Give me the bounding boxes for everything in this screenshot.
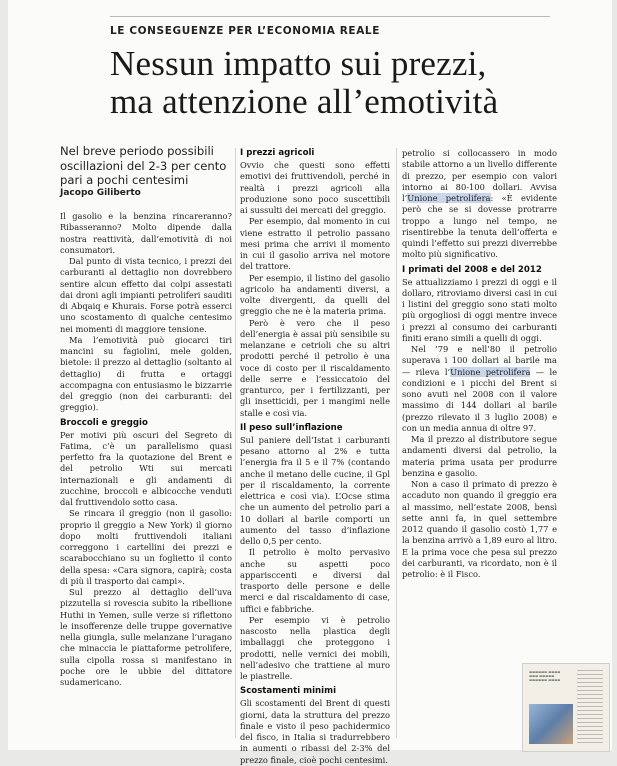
subheading: I prezzi agricoli (240, 148, 315, 158)
thumbnail-text-lines: ▬▬▬▬▬▬ ▬▬▬▬ ▬▬▬ ▬▬▬▬▬ ▬▬▬▬▬▬ ▬▬▬▬ (529, 670, 561, 682)
paragraph: Ma il prezzo al distributore segue andamenti diversi dal petrolio, la materia prima usata per produrre benzina e gasolio. (402, 434, 557, 478)
paragraph: Il gasolio e la benzina rincareranno? Ribasseranno? Molto dipende dalla nostra reattività, dall’emotività di noi consumatori. (60, 211, 232, 255)
thumbnail-image (529, 704, 573, 744)
column-divider (235, 148, 236, 738)
paragraph: Non a caso il primato di prezzo è accaduto non quando il greggio era al massimo, nell’estate 2008, bensì sette anni fa, in quel settembre 2012 quando il gasolio costò 1,77 e la benzina arrivò a 1,89 euro al litro. E la prima voce che pesa sul prezzo dei carburanti, va ricordato, non è il petrolio: è il Fisco. (402, 479, 557, 579)
paragraph: Per esempio, il listino del gasolio agricolo ha andamenti diversi, a volte divergenti, da quelli del greggio che ne è la materia prima. (240, 272, 390, 317)
paragraph: Il petrolio è molto pervasivo anche su aspetti poco apparisccenti e diversi dal trasporto delle persone e delle merci e dal riscaldamento di case, uffici e fabbriche. (240, 547, 390, 614)
column-divider (396, 148, 397, 738)
paragraph: Ovvio che questi sono effetti emotivi dei fruttivendoli, perché in realtà i prezzi agricoli alla produzione sono poco suscettibili ai sussulti dei mercati del greggio. (240, 160, 390, 215)
page-thumbnail[interactable] (522, 663, 610, 752)
byline: Jacopo Giliberto (60, 188, 141, 198)
paragraph: Sul paniere dell’Istat i carburanti pesano attorno al 2% e tutta l’energia fra il 5 e il 7% (contando anche il metano delle cucine, il Gpl per il riscaldamento, la corrente elettrica e così via). L’Ocse stima che un aumento del petrolio pari a 10 dollari al barile comporti un aumento del tasso d’inflazione dello 0,5 per cento. (240, 434, 390, 546)
column-1 (60, 211, 232, 688)
paragraph: Se rincara il greggio (non il gasolio: proprio il greggio a New York) il giorno dopo molti fruttivendoli italiani correggono i cartellini dei prezzi e scarabocchiano su un foglietto il conto della spesa: «Cara signora, capirà; costa di più il trasporto dai campi». (60, 508, 232, 586)
headline-line-1: Nessun impatto sui prezzi, (110, 44, 487, 83)
subheading: Scostamenti minimi (240, 686, 337, 697)
deck-subtitle: Nel breve periodo possibili oscillazioni del 2-3 per cento pari a pochi centesimi (60, 144, 227, 187)
highlighted-text: Unione petrolifera (407, 193, 491, 203)
paragraph: Se attualizziamo i prezzi di oggi e il dollaro, ritroviamo diversi casi in cui i listini del greggio sono stati molto più orgogliosi di oggi mentre invece i prezzi al consumo dei carburanti finiti erano simili a quelli di oggi. (402, 276, 557, 343)
column-2 (240, 148, 390, 766)
headline-line-2: ma attenzione all’emotività (110, 82, 499, 121)
newspaper-page (8, 0, 612, 765)
headline (110, 45, 590, 121)
subheading: Broccoli e greggio (60, 417, 148, 428)
paragraph: Sul prezzo al dettaglio dell’uva pizzutella si rovescia subito la ribellione Huthi in Yemen, sulle verze si riflettono le insofferenze delle truppe governative nella giungla, sulle melanzane l’uragano che minaccia le piattaforme petrolifere, sulla cipolla rossa si manifestano in poche ore le ubbie del dittatore sudamericano. (60, 587, 232, 687)
subheading: I primati del 2008 e del 2012 (402, 264, 542, 275)
text-run: petrolio si collocassero in modo stabile attorno a un livello differente di prezzo, per esempio con valori intorno ai 80-100 dollari. Avvisa l’ (402, 148, 557, 203)
column-3 (402, 148, 557, 580)
paragraph: Per esempio, dal momento in cui viene estratto il petrolio passano mesi prima che arrivi il momento in cui il gasolio arriva nel motore del trattore. (240, 216, 390, 272)
paragraph: Dal punto di vista tecnico, i prezzi dei carburanti al dettaglio non dovrebbero sentire alcun effetto dai colpi assestati dai droni agli impianti petroliferi sauditi di Abqaiq e Khurais. Forse potrà esserci uno scostamento di qualche centesimo nei momenti di maggiore tensione. (60, 256, 232, 334)
paragraph: Ma l’emotività può giocarci tiri mancini su fagiolini, mele golden, bietole: il prezzo al dettaglio (soltanto al dettaglio) di frutta e ortaggi accompagna con entusiasmo le bizzarrie del greggio (non dei carburanti: del greggio). (60, 334, 232, 413)
thumbnail-text-lines (577, 670, 603, 744)
section-kicker: LE CONSEGUENZE PER L’ECONOMIA REALE (110, 25, 380, 37)
paragraph: Gli scostamenti del Brent di questi giorni, data la struttura del prezzo finale e visto il peso pachidermico del fisco, in Italia si tradurrebbero in aumenti o ribassi del 2-3% del prezzo finale, cioè pochi centesimi. (240, 698, 390, 765)
highlighted-text: Unione petrolifera (450, 366, 531, 377)
text-run: : «È evidente però che se si dovesse protrarre troppo a lungo nel tempo, ne risentirebbe la tenuta dell’offerta e quindi l’effetto sui prezzi diverrebbe molto più significativo. (402, 193, 558, 260)
paragraph: Però è vero che il peso dell’energia è assai più sensibile su melanzane e cetrioli che su altri prodotti perché il petrolio è una voce di costo per il riscaldamento delle serre e l’essiccatoio del granturco, per i fertilizzanti, per gli insetticidi, per i mangimi nelle stalle e così via. (240, 317, 390, 418)
paragraph (402, 344, 557, 434)
top-rule (110, 16, 550, 17)
subheading: Il peso sull’inflazione (240, 422, 343, 433)
paragraph: Per esempio vi è petrolio nascosto nella plastica degli imballaggi che proteggono i prodotti, nelle vernici dei mobili, nell’adesivo che trattiene al muro le piastrelle. (240, 614, 390, 681)
paragraph: Per motivi più oscuri del Segreto di Fatima, c’è un parallelismo quasi perfetto fra la quotazione del Brent e del petrolio Wti sui mercati internazionali e gli andamenti di zucchine, broccoli e albicocche venduti dal fruttivendolo sotto casa. (60, 429, 232, 507)
paragraph (402, 148, 557, 261)
text-run: Nel ’79 e nell’80 il petrolio superava i 100 dollari al barile ma — rileva l’ (402, 344, 557, 377)
text-run: — le condizioni e i picchi del Brent si sono avuti nel 2008 con il valore massimo di 144 dollari al barile (prezzo rilevato il 3 luglio 2008) e con un media annua di oltre 97. (402, 366, 558, 433)
